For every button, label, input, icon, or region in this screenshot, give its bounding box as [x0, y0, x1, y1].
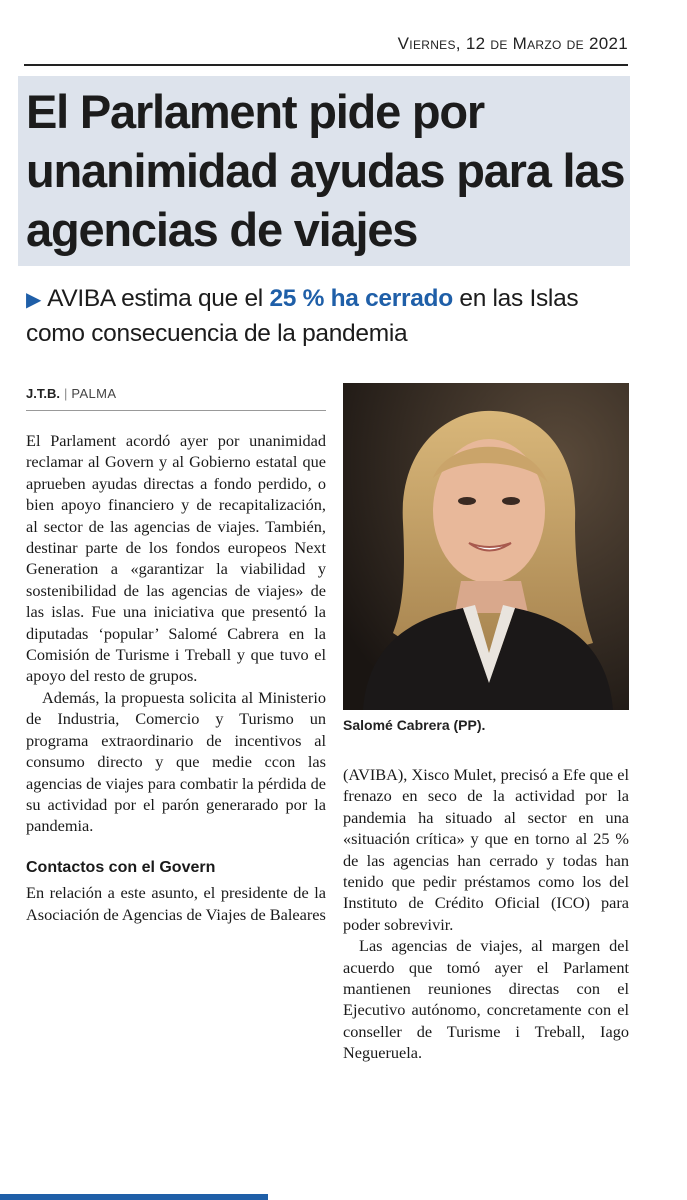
paragraph-3: En relación a este asunto, el presidente de la Asociación de Agencias de Viajes de Baleares	[26, 883, 326, 924]
byline	[26, 386, 326, 411]
subhead-text-after: en las Islas como consecuencia de la pandemia	[26, 285, 579, 347]
article-column-left	[26, 430, 326, 925]
paragraph-1: El Parlament acordó ayer por unanimidad reclamar al Govern y al Gobierno estatal que aprueben ayudas directas a fondo perdido, o bien apoyo financiero y de recapitalización, al sector de las agencias de viajes. También, destinar parte de los fondos europeos Next Generation a «garantizar la viabilidad y sostenibilidad de las agencias de viajes» de las islas. Fue una iniciativa que presentó la diputadas ‘popular’ Salomé Cabrera en la Comisión de Turisme i Treball y que tuvo el apoyo del resto de grupos.	[26, 431, 326, 686]
paragraph-3-continued: (AVIBA), Xisco Mulet, precisó a Efe que el frenazo en seco de la actividad por la pandemia ha situado al sector en una «situación crítica» y que en torno al 25 % de las agencias han cerrado y todas han tenido que pedir préstamos como los del Instituto de Crédito Oficial (ICO) para poder sobrevivir.	[343, 765, 629, 934]
dateline: Viernes, 12 de Marzo de 2021	[24, 34, 628, 66]
byline-separator: |	[63, 386, 68, 401]
byline-place: PALMA	[71, 386, 117, 401]
subhead-text-before: AVIBA estima que el	[47, 285, 270, 312]
play-arrow-icon: ▶	[26, 289, 42, 311]
paragraph-2: Además, la propuesta solicita al Ministerio de Industria, Comercio y Turismo un programa extraordinario de incentivos al consumo directo y que medie ccon las agencias de viajes para combatir la pérdida de su actividad por el parón generarado por la pandemia.	[26, 687, 326, 836]
byline-author: J.T.B.	[26, 386, 60, 401]
bottom-accent-bar	[0, 1194, 268, 1200]
headline: El Parlament pide por unanimidad ayudas para las agencias de viajes	[26, 85, 625, 256]
woman-portrait-photo	[343, 383, 629, 710]
article-column-right	[343, 764, 629, 1064]
subheadline	[26, 282, 626, 350]
paragraph-4: Las agencias de viajes, al margen del acuerdo que tomó ayer el Parlament mantienen reuniones directas con el Ejecutivo autónomo, concretamente con el conseller de Turisme i Treball, Iago Negueruela.	[343, 936, 629, 1063]
portrait-illustration	[343, 383, 629, 710]
section-subheading: Contactos con el Govern	[26, 858, 216, 876]
photo-caption: Salomé Cabrera (PP).	[343, 717, 486, 733]
subhead-highlight: 25 % ha cerrado	[269, 285, 453, 312]
